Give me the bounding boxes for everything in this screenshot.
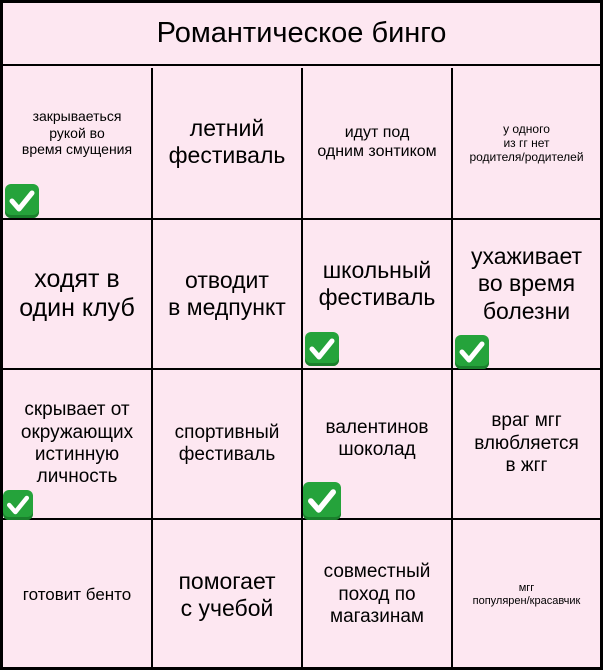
cell-label: школьный фестиваль [318,256,436,310]
cell-label: спортивный фестиваль [174,421,280,465]
check-mark-icon [303,482,341,520]
cell-label: у одного из гг нет родителя/родителей [469,121,584,165]
bingo-cell [153,68,301,218]
cell-label: помогает с учебой [178,567,276,621]
cell-label: готовит бенто [22,584,132,604]
check-mark-icon [5,184,39,218]
cell-label: идут под одним зонтиком [317,124,437,160]
cell-label: скрывает от окружающих истинную личность [20,399,134,488]
cell-label: ухаживает во время болезни [470,243,583,324]
grid-divider [3,368,600,370]
check-mark-icon [3,490,33,520]
check-mark-icon [455,335,489,369]
cell-label: отводит в медпункт [168,266,286,320]
bingo-cell [153,520,301,670]
bingo-cell [453,520,600,670]
bingo-cell [453,68,600,218]
bingo-grid [3,68,600,670]
bingo-cell [453,370,600,518]
grid-divider [3,218,600,220]
cell-label: закрываеться рукой во время смущения [21,108,133,158]
cell-label: враг мгг влюбляется в жгг [474,410,579,477]
bingo-cell [153,220,301,368]
cell-label: валентинов шоколад [325,416,429,460]
bingo-cell [3,220,151,368]
bingo-cell [153,370,301,518]
bingo-cell [303,520,451,670]
check-mark-icon [305,332,339,366]
cell-label: совместный поход по магазинам [323,561,431,628]
bingo-cell [3,520,151,670]
bingo-title: Романтическое бинго [3,3,600,66]
bingo-cell [303,68,451,218]
cell-label: ходят в один клуб [19,264,135,322]
cell-label: летний фестиваль [168,114,286,168]
cell-label: мгг популярен/красавчик [472,582,581,607]
grid-divider [3,518,600,520]
